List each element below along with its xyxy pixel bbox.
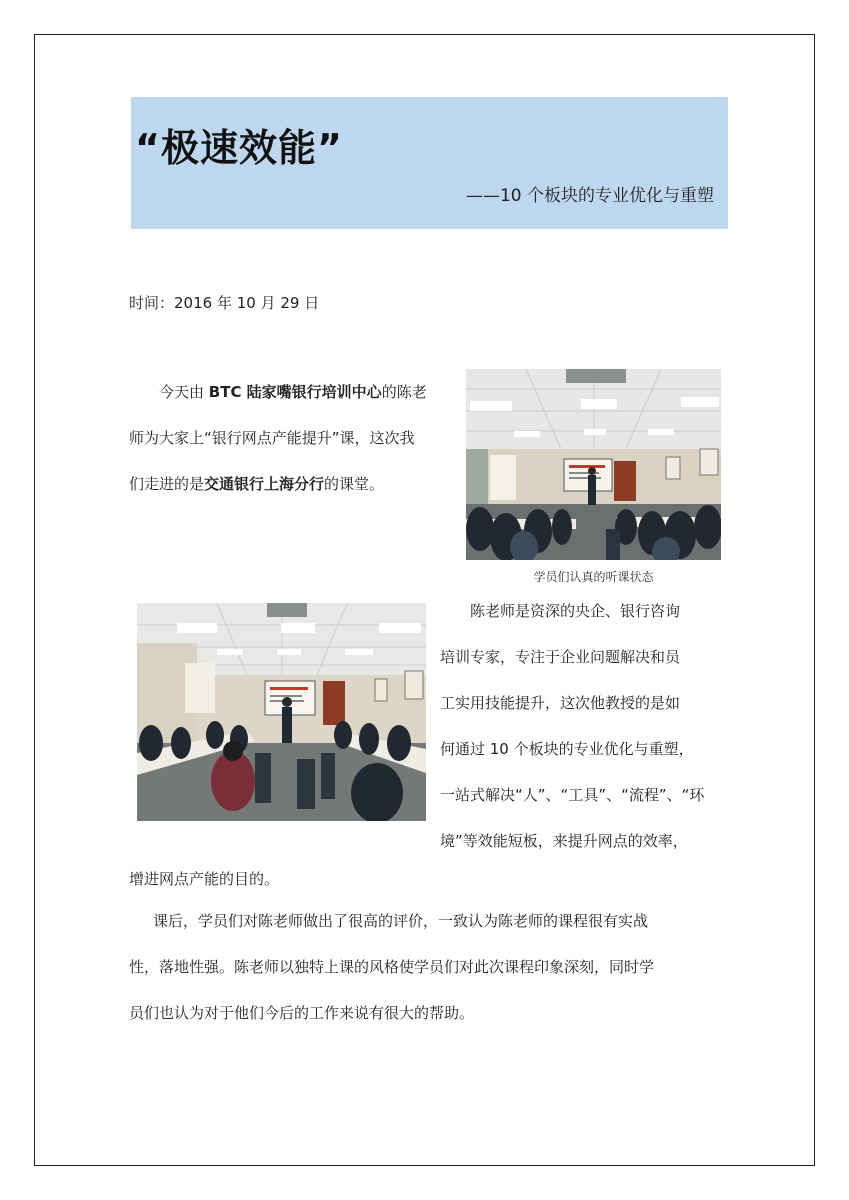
intro-line-1 (129, 369, 449, 415)
photo-caption: 学员们认真的听课状态 (533, 570, 654, 584)
intro-text: 的陈老 (381, 383, 427, 401)
training-center-name: BTC 陆家嘴银行培训中心 (208, 383, 382, 401)
intro-line-3 (129, 461, 449, 507)
classroom-photo-2 (137, 603, 426, 821)
teacher-line-5: 一站式解决“人”、“工具”、“流程”、“环 (440, 786, 705, 804)
bank-branch-name: 交通银行上海分行 (204, 475, 325, 493)
closing-line-1: 课后，学员们对陈老师做出了很高的评价，一致认为陈老师的课程很有实战 (153, 912, 649, 930)
teacher-line-4: 何通过 10 个板块的专业优化与重塑， (440, 740, 694, 758)
closing-paragraph (129, 898, 729, 1036)
intro-text: 们走进的是 (129, 475, 205, 493)
intro-text: 今天由 (159, 383, 209, 401)
closing-line-2: 性，落地性强。陈老师以独特上课的风格使学员们对此次课程印象深刻，同时学 (129, 958, 655, 976)
date-line: 时间：2016 年 10 月 29 日 (129, 294, 320, 312)
classroom-photo-1 (466, 369, 721, 560)
intro-line-2: 师为大家上“银行网点产能提升”课，这次我 (129, 429, 415, 447)
teacher-line-2: 培训专家，专注于企业问题解决和员 (440, 648, 681, 666)
teacher-line-1: 陈老师是资深的央企、银行咨询 (470, 602, 681, 620)
intro-text: 的课堂。 (324, 475, 385, 493)
intro-paragraph (129, 369, 449, 507)
page-subtitle: ——10 个板块的专业优化与重塑 (465, 186, 714, 206)
teacher-paragraph-tail: 增进网点产能的目的。 (129, 870, 280, 888)
teacher-line-3: 工实用技能提升，这次他教授的是如 (440, 694, 681, 712)
teacher-line-6: 境”等效能短板，来提升网点的效率， (440, 832, 688, 850)
title-banner (131, 97, 728, 229)
closing-line-3: 员们也认为对于他们今后的工作来说有很大的帮助。 (129, 1004, 475, 1022)
page-title: “极速效能” (135, 126, 343, 170)
teacher-paragraph (440, 588, 730, 864)
